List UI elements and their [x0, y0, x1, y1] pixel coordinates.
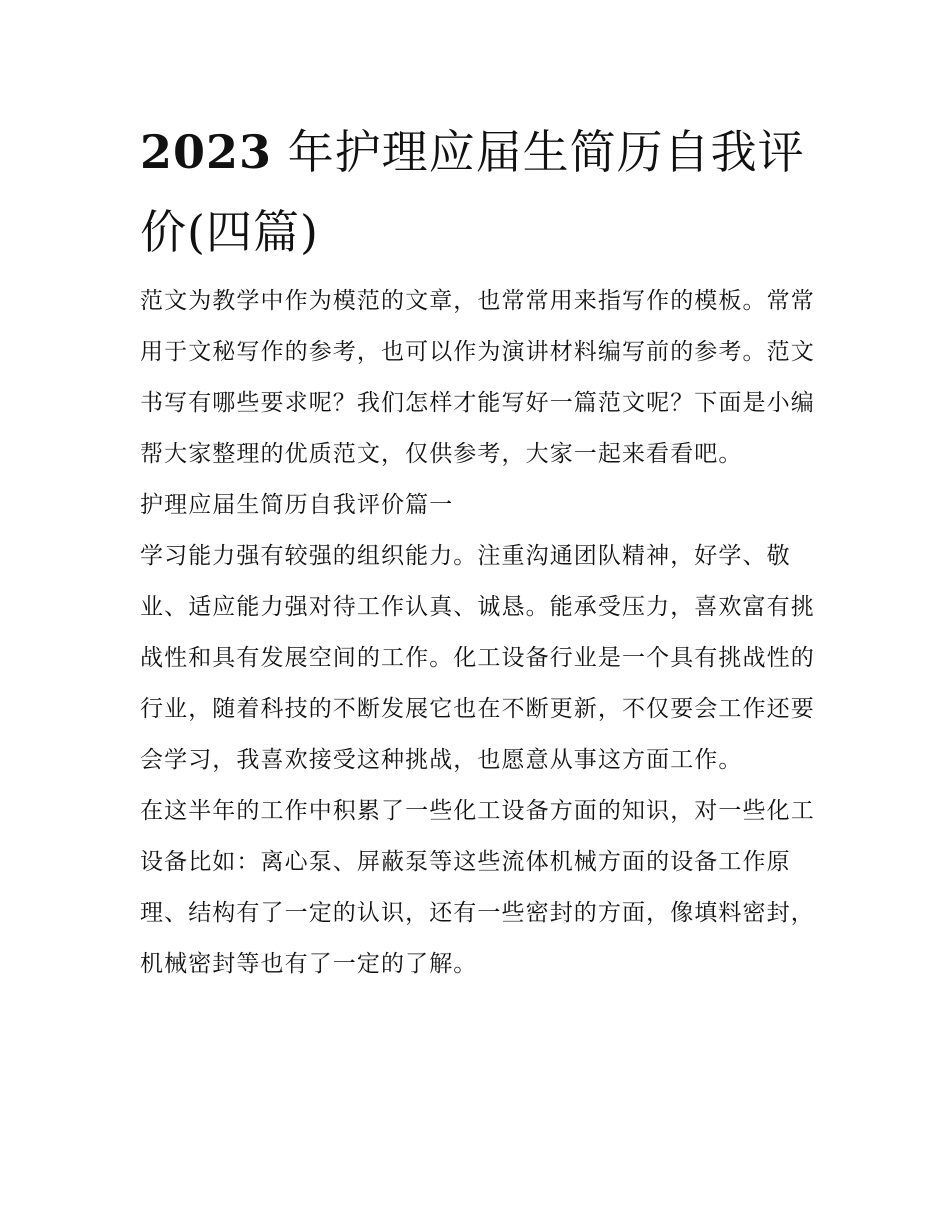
title-text: 年护理应届生简历自我评价(四篇) [140, 125, 805, 259]
title-year: 2023 [140, 125, 273, 179]
section-heading: 护理应届生简历自我评价篇一 [140, 492, 454, 518]
body-paragraph-1: 学习能力强有较强的组织能力。注重沟通团队精神，好学、敬业、适应能力强对待工作认真、诚恳。能承受压力，喜欢富有挑战性和具有发展空间的工作。化工设备行业是一个具有挑战性的行业，随着科技的不断发展它也在不断更新，不仅要会工作还要会学习，我喜欢接受这种挑战，也愿意从事这方面工作。 [140, 543, 815, 773]
document-page [140, 112, 820, 990]
intro-paragraph: 范文为教学中作为模范的文章，也常常用来指写作的模板。常常用于文秘写作的参考，也可以作为演讲材料编写前的参考。范文书写有哪些要求呢？我们怎样才能写好一篇范文呢？下面是小编帮大家整理的优质范文，仅供参考，大家一起来看看吧。 [140, 288, 815, 467]
body-paragraph-2: 在这半年的工作中积累了一些化工设备方面的知识，对一些化工设备比如：离心泵、屏蔽泵等这些流体机械方面的设备工作原理、结构有了一定的认识，还有一些密封的方面，像填料密封，机械密封等也有了一定的了解。 [140, 798, 815, 977]
document-title [140, 112, 820, 272]
